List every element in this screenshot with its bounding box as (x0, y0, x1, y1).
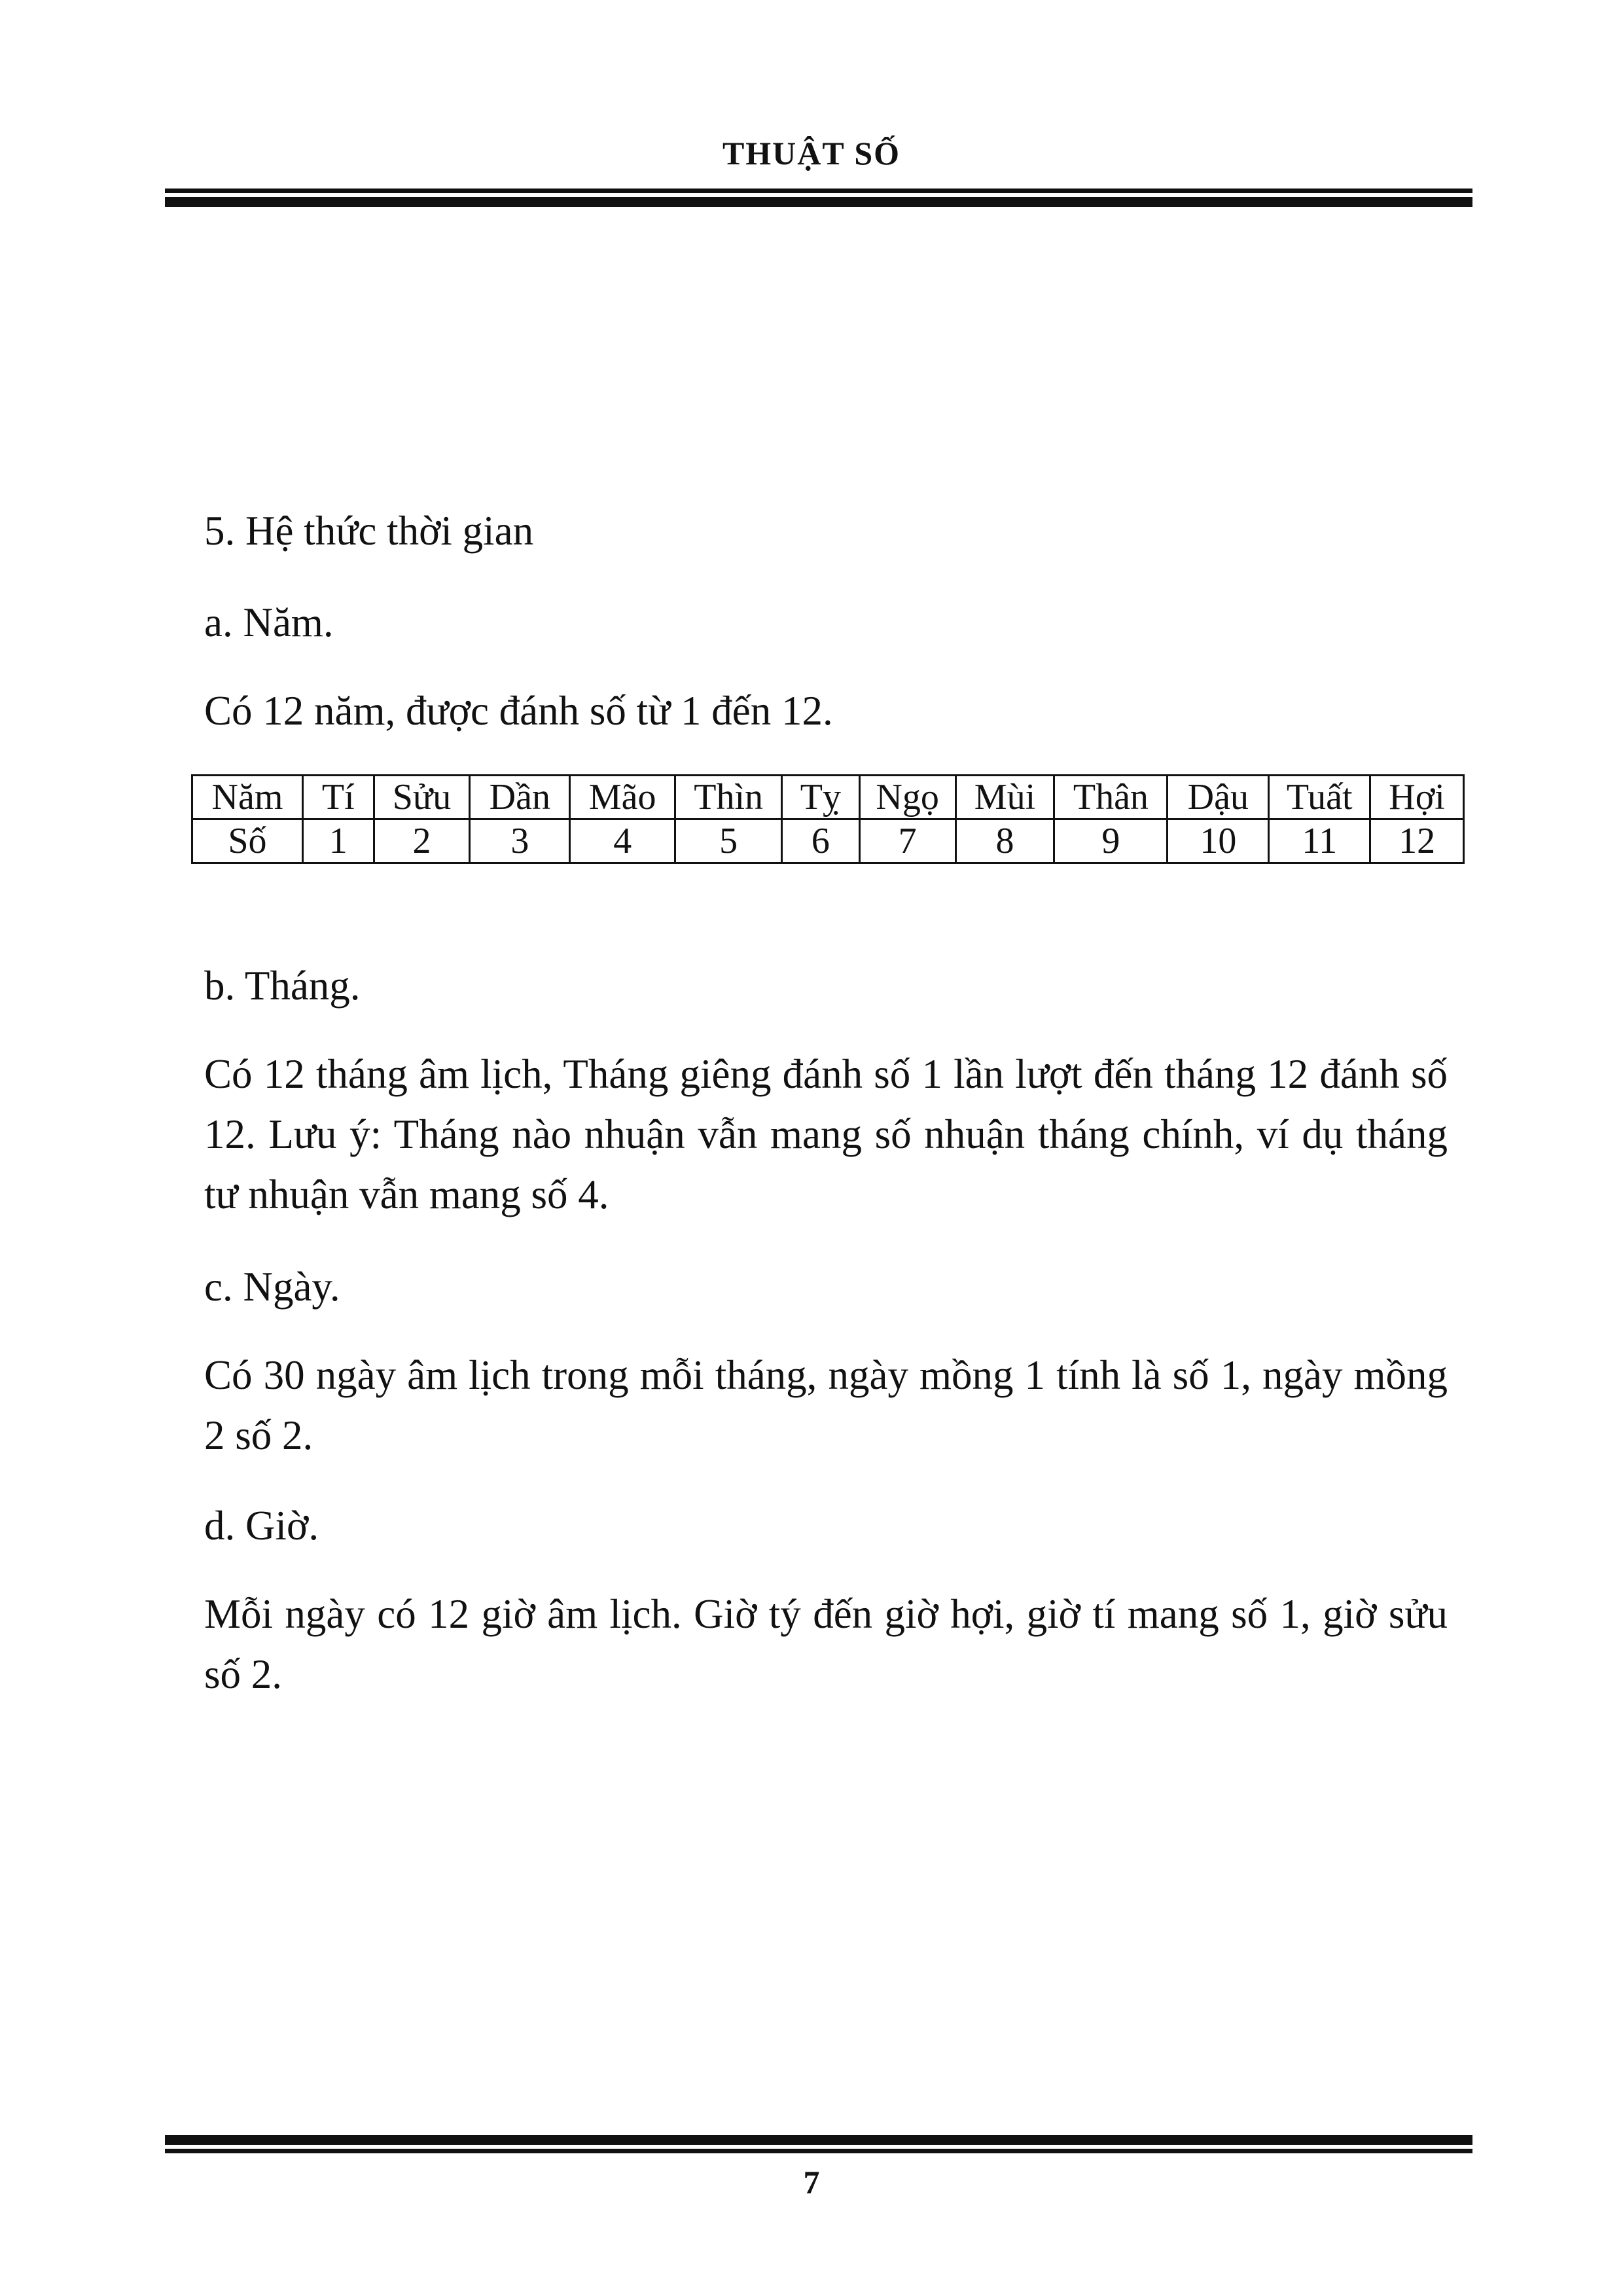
table-cell: 1 (302, 819, 374, 863)
day-paragraph: Có 30 ngày âm lịch trong mỗi tháng, ngày mồng 1 tính là số 1, ngày mồng 2 số 2. (204, 1352, 1448, 1458)
table-cell: Tí (302, 776, 374, 819)
section-title: 5. Hệ thức thời gian (204, 508, 534, 554)
table-cell: 6 (782, 819, 860, 863)
year-number-table (191, 774, 1465, 864)
day-heading: c. Ngày. (204, 1264, 340, 1310)
table-cell: 12 (1370, 819, 1464, 863)
table-cell: 2 (374, 819, 470, 863)
table-header-label: Năm (192, 776, 303, 819)
table-cell: Sửu (374, 776, 470, 819)
table-cell: 4 (570, 819, 675, 863)
table-row-numbers (192, 819, 1464, 863)
table-cell: 10 (1168, 819, 1269, 863)
table-cell: Dần (470, 776, 570, 819)
table-cell: Hợi (1370, 776, 1464, 819)
table-cell: Dậu (1168, 776, 1269, 819)
table-cell: Mùi (955, 776, 1054, 819)
footer-rule (165, 2135, 1472, 2153)
page-number: 7 (803, 2164, 820, 2200)
table-row-names (192, 776, 1464, 819)
table-cell: Tỵ (782, 776, 860, 819)
running-header: THUẬT SỐ (722, 135, 901, 171)
hour-paragraph: Mỗi ngày có 12 giờ âm lịch. Giờ tý đến giờ hợi, giờ tí mang số 1, giờ sửu số 2. (204, 1591, 1448, 1697)
year-intro: Có 12 năm, được đánh số từ 1 đến 12. (204, 688, 833, 734)
year-heading: a. Năm. (204, 600, 334, 645)
month-paragraph: Có 12 tháng âm lịch, Tháng giêng đánh số 1 lần lượt đến tháng 12 đánh số 12. Lưu ý: Tháng nào nhuận vẫn mang số nhuận tháng chính, ví dụ tháng tư nhuận vẫn mang số 4. (204, 1051, 1448, 1217)
table-cell: 9 (1054, 819, 1168, 863)
table-cell: 8 (955, 819, 1054, 863)
table-cell: Thân (1054, 776, 1168, 819)
table-cell: 5 (675, 819, 782, 863)
hour-heading: d. Giờ. (204, 1503, 319, 1549)
table-number-label: Số (192, 819, 303, 863)
table-cell: 7 (859, 819, 955, 863)
table-cell: Tuất (1269, 776, 1370, 819)
table-cell: Mão (570, 776, 675, 819)
table-cell: Thìn (675, 776, 782, 819)
table-cell: 3 (470, 819, 570, 863)
table-cell: 11 (1269, 819, 1370, 863)
table-cell: Ngọ (859, 776, 955, 819)
header-rule (165, 188, 1472, 207)
month-heading: b. Tháng. (204, 963, 361, 1009)
